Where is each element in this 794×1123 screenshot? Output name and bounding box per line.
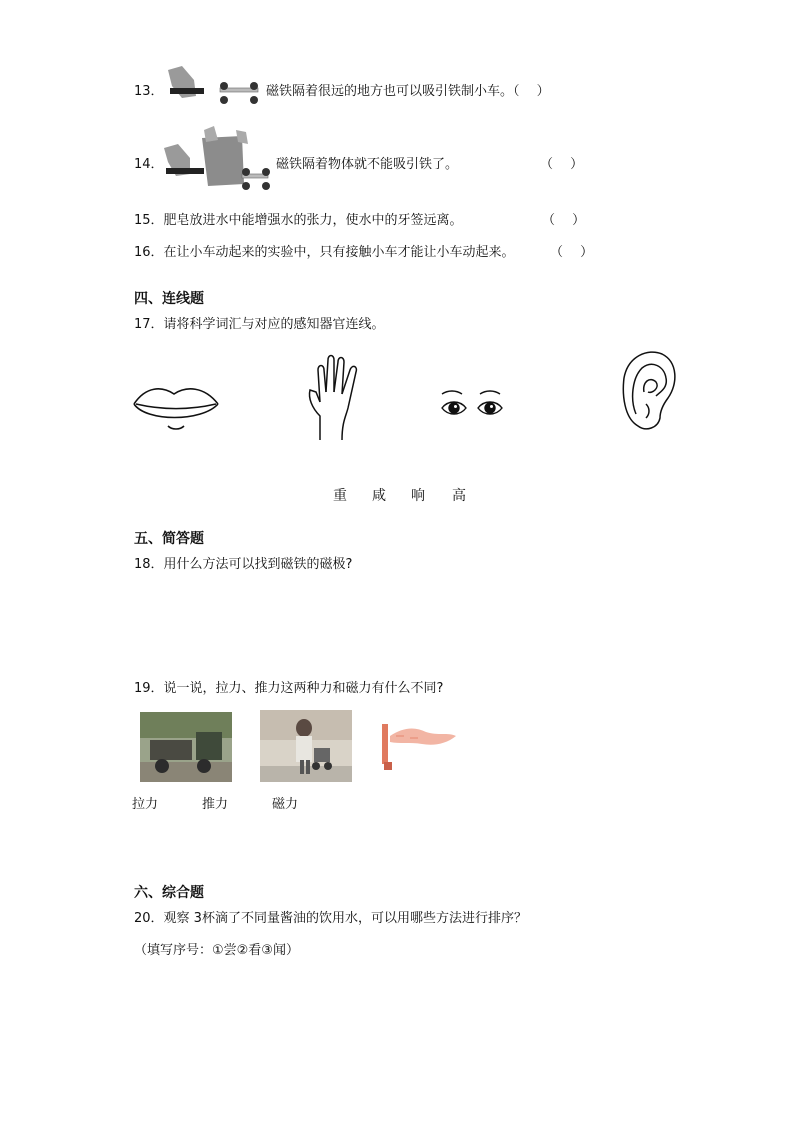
pulling-cart-photo — [140, 712, 232, 782]
q16-answer-paren[interactable]: （ ） — [550, 245, 594, 260]
q20-text: 20．观察 3杯滴了不同量酱油的饮用水，可以用哪些方法进行排序？ — [134, 911, 527, 926]
q16-text: 16．在让小车动起来的实验中，只有接触小车才能让小车动起来。 — [134, 245, 515, 260]
q19-text: 19．说一说，拉力、推力这两种力和磁力有什么不同? — [134, 681, 444, 696]
mouth-icon — [132, 382, 220, 432]
magnet-attracting-photo — [378, 714, 458, 776]
magnet-car-distance-figure — [164, 66, 264, 110]
pushing-stroller-photo — [260, 710, 352, 782]
label-pulling-force: 拉力 — [132, 797, 159, 812]
section-6-heading: 六、综合题 — [134, 885, 204, 901]
q15-answer-paren[interactable]: （ ） — [542, 213, 586, 228]
section-5-heading: 五、简答题 — [134, 531, 204, 547]
q13-number: 13． — [134, 84, 164, 99]
q20-hint: （填写序号：①尝②看③闻） — [134, 943, 299, 958]
label-magnetic-force: 磁力 — [272, 797, 299, 812]
eyes-icon — [440, 390, 506, 420]
q14-text: 磁铁隔着物体就不能吸引铁了。 — [276, 157, 459, 172]
hand-icon — [306, 352, 362, 442]
q18-text: 18．用什么方法可以找到磁铁的磁极? — [134, 557, 353, 572]
q13-text: 磁铁隔着很远的地方也可以吸引铁制小车。（ ） — [266, 84, 550, 99]
q14-number: 14． — [134, 157, 164, 172]
q15-text: 15．肥皂放进水中能增强水的张力，使水中的牙签远离。 — [134, 213, 463, 228]
section-4-heading: 四、连线题 — [134, 291, 204, 307]
ear-icon — [620, 348, 678, 432]
q14-answer-paren[interactable]: （ ） — [540, 157, 584, 172]
magnet-through-paper-figure — [162, 126, 274, 192]
label-pushing-force: 推力 — [202, 797, 229, 812]
q17-text: 17．请将科学词汇与对应的感知器官连线。 — [134, 317, 385, 332]
word-heavy[interactable]: 重 — [333, 488, 347, 504]
word-salty[interactable]: 咸 — [372, 488, 386, 504]
word-loud[interactable]: 响 — [411, 488, 425, 504]
word-high[interactable]: 高 — [452, 488, 466, 504]
